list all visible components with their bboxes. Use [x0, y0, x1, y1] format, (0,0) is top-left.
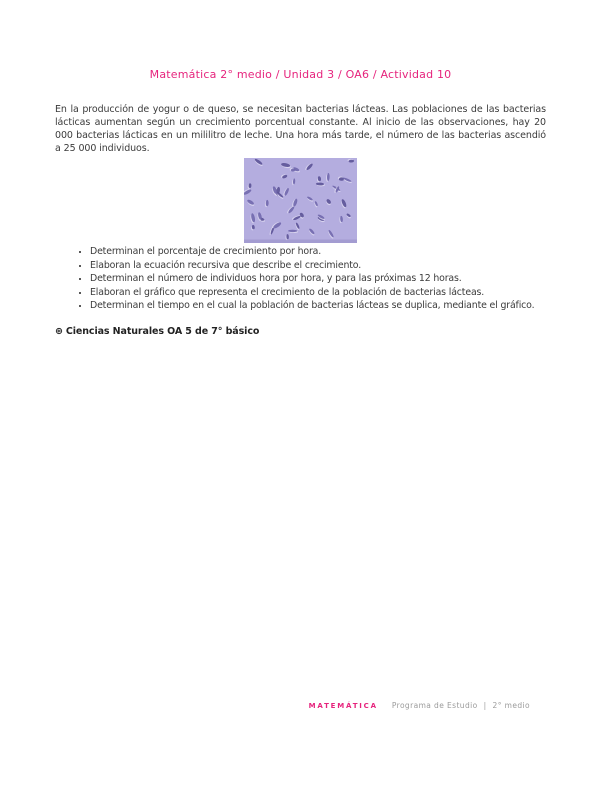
cross-reference-note — [55, 326, 546, 337]
bacteria-microscopy-image — [244, 158, 357, 243]
list-item: • Determinan el número de individuos hora por hora, y para las próximas 12 horas. — [90, 272, 546, 286]
page-title: Matemática 2° medio / Unidad 3 / OA6 / Actividad 10 — [149, 68, 452, 81]
list-item: • Determinan el porcentaje de crecimiento por hora. — [90, 245, 546, 259]
page-footer — [309, 701, 530, 710]
circled-asterisk-icon: ⊛ — [55, 325, 63, 337]
document-content — [0, 0, 600, 337]
footer-program-label: Programa de Estudio — [391, 701, 478, 710]
footer-separator: | — [483, 701, 487, 710]
list-item: • Elaboran la ecuación recursiva que describe el crecimiento. — [90, 259, 546, 273]
footer-brand: MATEMÁTICA — [308, 702, 378, 710]
list-item: • Determinan el tiempo en el cual la población de bacterias lácteas se duplica, mediante el gráfico. — [90, 299, 546, 313]
intro-paragraph: En la producción de yogur o de queso, se necesitan bacterias lácteas. Las poblaciones de las bacterias lácticas aumentan según un crecimiento porcentual constante. Al inicio de las observaciones, hay 20 000 bacterias lácticas en un mililitro de leche. Una hora más tarde, el número de las bacterias ascendió a 25 000 individuos. — [55, 104, 546, 154]
footer-edition-label: 2° medio — [492, 701, 530, 710]
activity-bullet-list — [75, 245, 546, 313]
cross-reference-text: Ciencias Naturales OA 5 de 7° básico — [65, 325, 260, 337]
figure-container — [55, 158, 546, 243]
list-item: • Elaboran el gráfico que representa el crecimiento de la población de bacterias lácteas. — [90, 286, 546, 300]
